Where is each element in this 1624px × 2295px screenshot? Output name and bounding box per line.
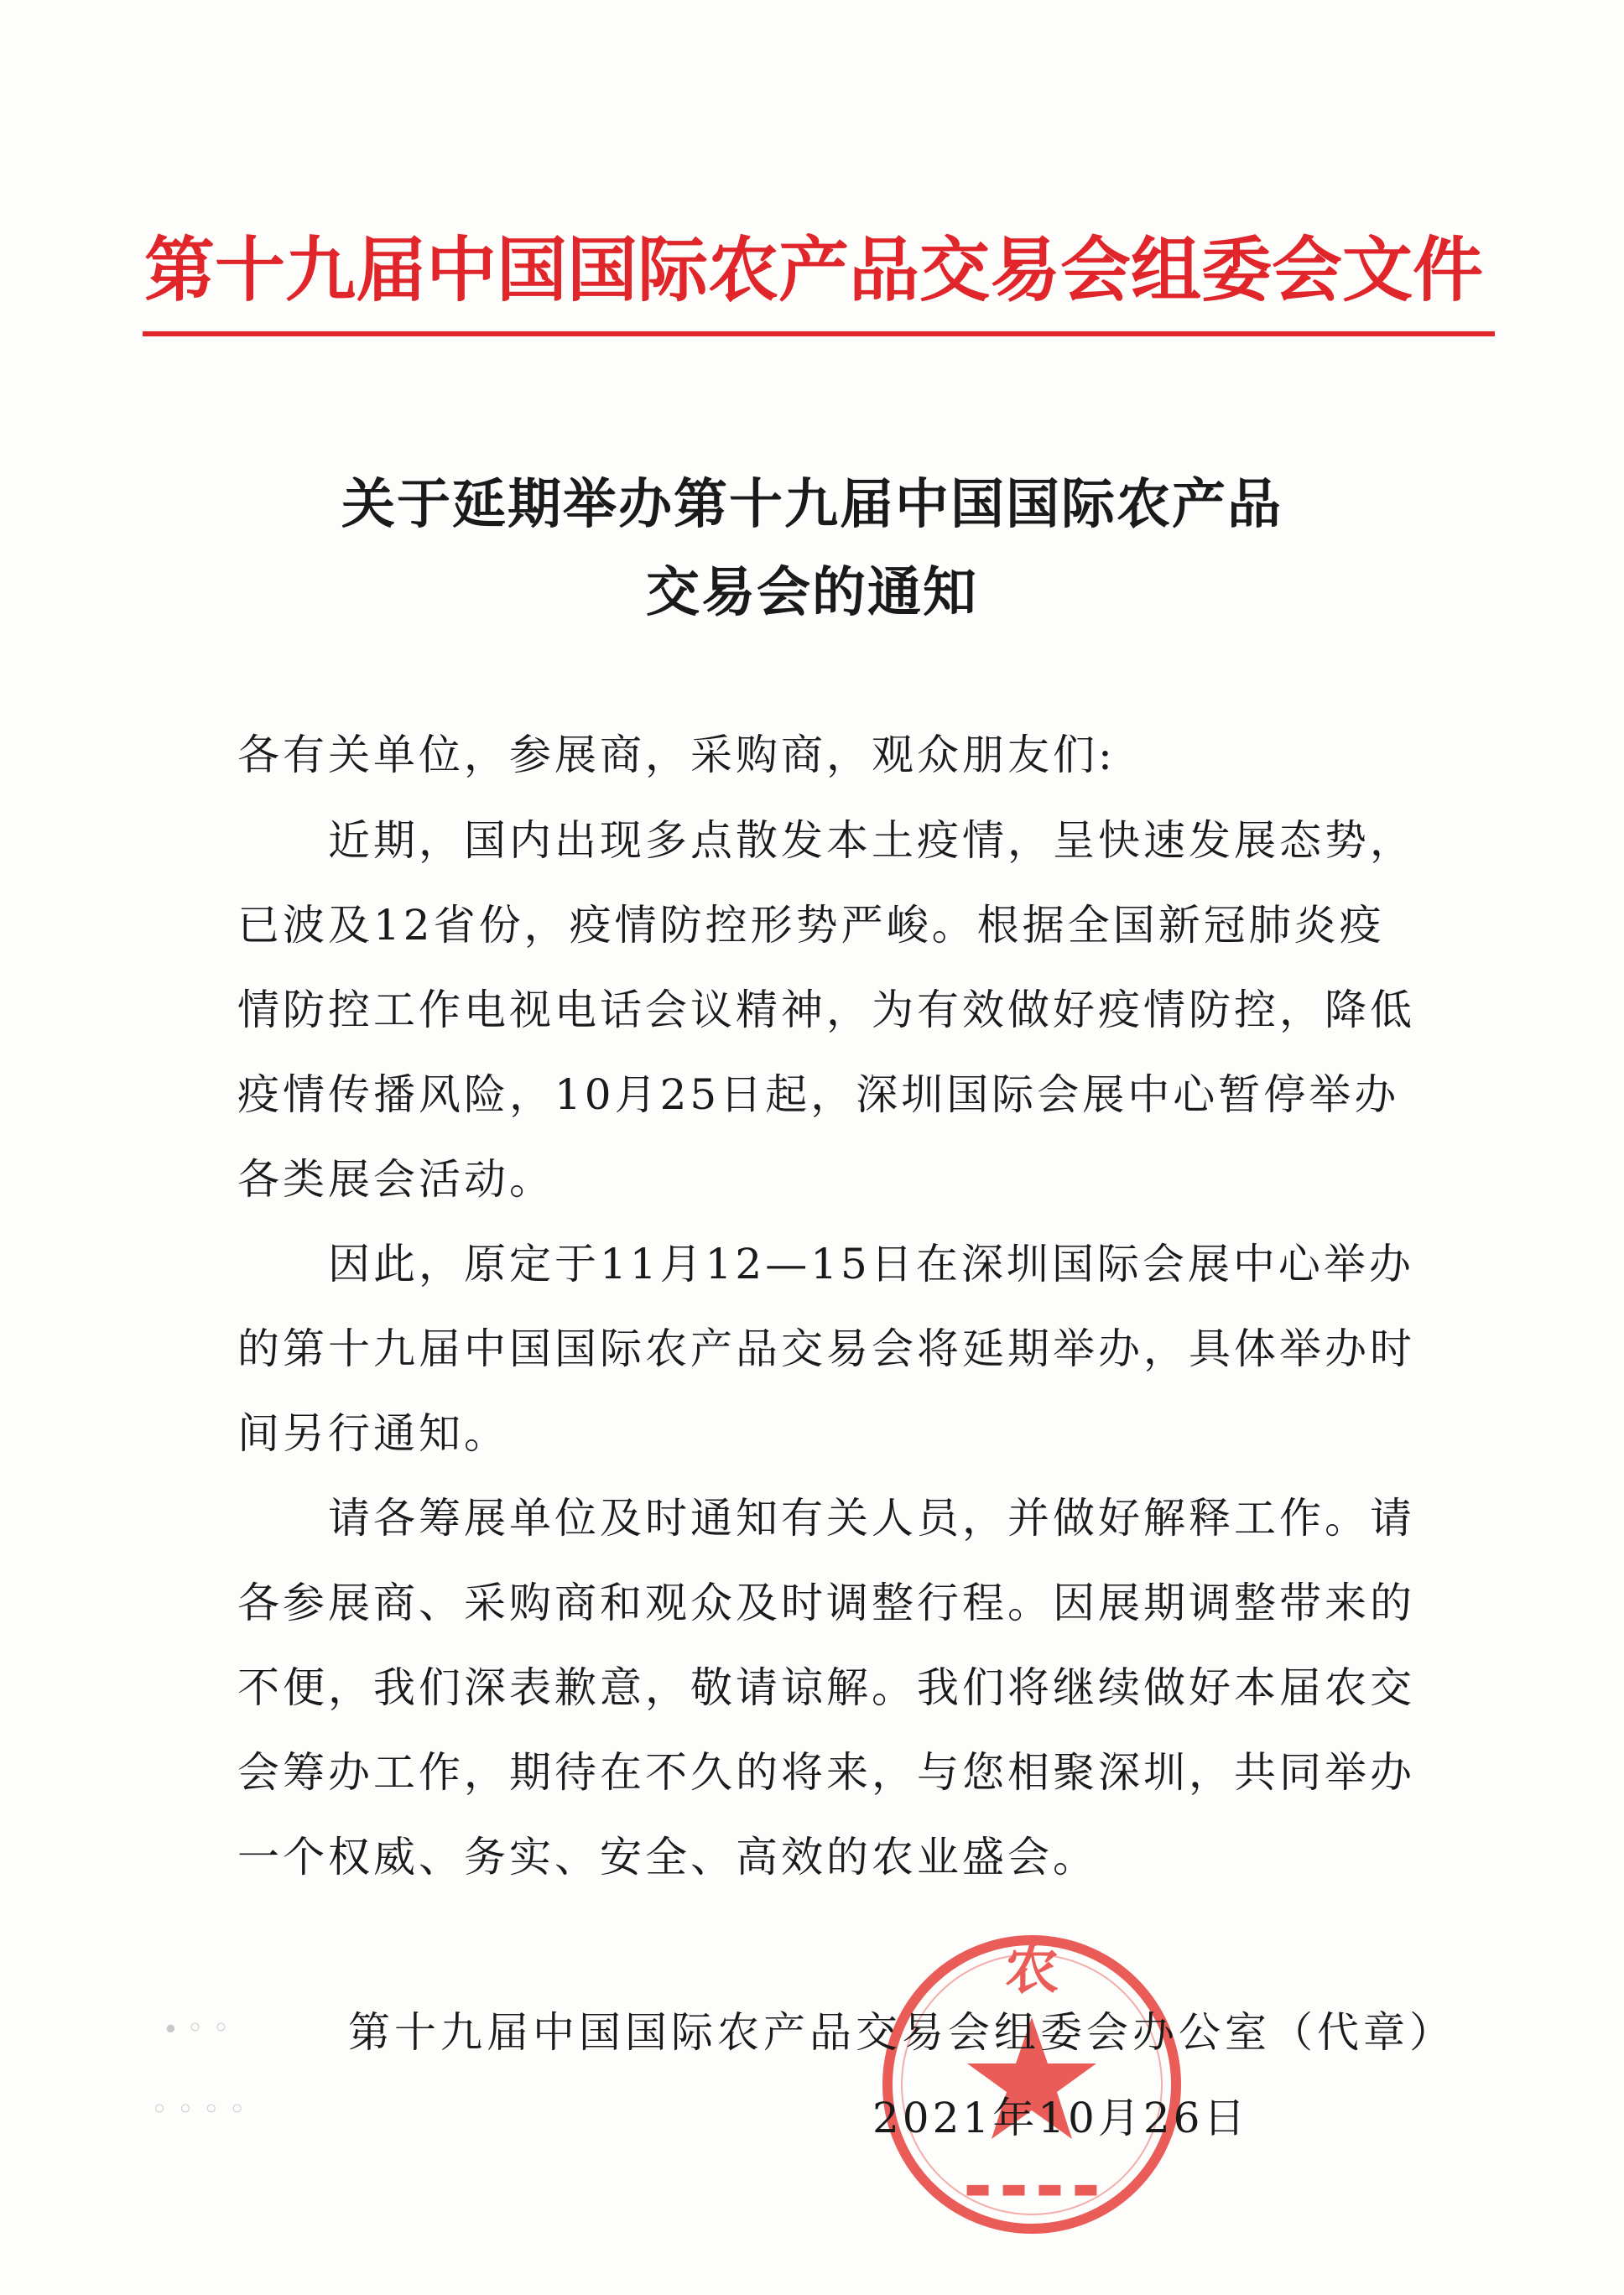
paragraph-line: 的第十九届中国国际农产品交易会将延期举办，具体举办时 — [237, 1324, 1415, 1373]
notice-title-line-1: 关于延期举办第十九届中国国际农产品 — [341, 473, 1283, 536]
paragraph-line: 近期，国内出现多点散发本土疫情，呈快速发展态势， — [237, 816, 1415, 865]
seal-top-text: 农 — [1005, 1939, 1059, 2001]
issue-date: 2021年10月26日 — [872, 2094, 1249, 2142]
paragraph-line: 请各筹展单位及时通知有关人员，并做好解释工作。请 — [237, 1494, 1415, 1543]
seal-bottom-text-mark: ▬ ▬ ▬ ▬ — [964, 2172, 1100, 2205]
show-through-mark: ∙ ◦ ◦ — [164, 2011, 230, 2045]
paragraph-line: 一个权威、务实、安全、高效的农业盛会。 — [237, 1833, 1098, 1881]
paragraph-line: 因此，原定于11月12—15日在深圳国际会展中心举办 — [237, 1240, 1414, 1288]
red-header-title: 第十九届中国国际农产品交易会组委会文件 — [143, 229, 1483, 311]
paragraph-line: 已波及12省份，疫情防控形势严峻。根据全国新冠肺炎疫 — [237, 901, 1385, 950]
issuer-signature: 第十九届中国国际农产品交易会组委会办公室（代章） — [348, 2008, 1455, 2057]
salutation: 各有关单位，参展商，采购商，观众朋友们: — [237, 731, 1116, 779]
paragraph-line: 情防控工作电视电话会议精神，为有效做好疫情防控，降低 — [237, 986, 1415, 1034]
paragraph-line: 疫情传播风险，10月25日起，深圳国际会展中心暂停举办 — [237, 1070, 1400, 1119]
paragraph-line: 各参展商、采购商和观众及时调整行程。因展期调整带来的 — [237, 1579, 1415, 1627]
notice-title-line-2: 交易会的通知 — [646, 561, 978, 624]
paragraph-line: 会筹办工作，期待在不久的将来，与您相聚深圳，共同举办 — [237, 1748, 1415, 1797]
red-header-rule — [143, 331, 1495, 336]
paragraph-line: 各类展会活动。 — [237, 1155, 554, 1204]
show-through-mark: ◦ ◦ ◦ ◦ — [151, 2093, 246, 2126]
paragraph-line: 不便，我们深表歉意，敬请谅解。我们将继续做好本届农交 — [237, 1663, 1415, 1712]
paragraph-line: 间另行通知。 — [237, 1409, 509, 1458]
